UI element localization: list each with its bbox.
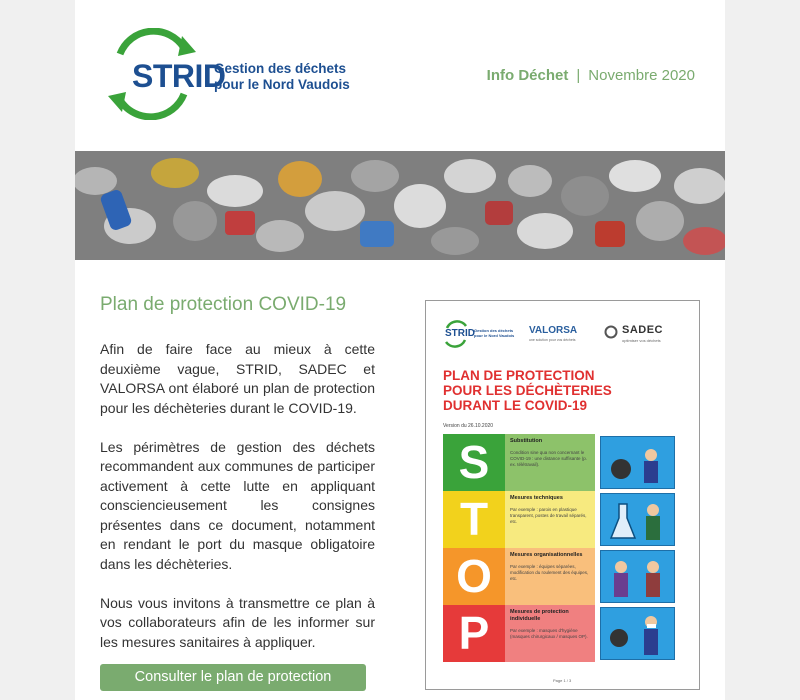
stop-letter: T bbox=[443, 491, 505, 548]
doc-strid-logo bbox=[441, 319, 516, 349]
stop-row-s bbox=[443, 434, 595, 491]
stop-info bbox=[505, 491, 595, 548]
virus-figure-illustration bbox=[600, 436, 675, 489]
stop-detail: Condition sine qua non concernant le COVID-19 : une distance suffisante (p. ex. télétravail). bbox=[510, 450, 587, 467]
article-paragraph: Les périmètres de gestion des déchets recommandent aux communes de participer activement à cette lutte en appliquant consciencieusement les consignes présentes dans ce document, notamment en rendant le port du masque obligatoire dans les déchèteries. bbox=[100, 438, 375, 572]
stop-letter: P bbox=[443, 605, 505, 662]
doc-strid-tagline: Gestion des déchets pour le Nord Vaudois bbox=[474, 328, 515, 338]
doc-title-line-2: POUR LES DÉCHÈTERIES bbox=[443, 383, 612, 398]
doc-title-line-1: PLAN DE PROTECTION bbox=[443, 368, 595, 383]
protection-plan-document-preview[interactable] bbox=[425, 300, 700, 690]
document-logos bbox=[426, 315, 700, 355]
masked-person-illustration bbox=[600, 607, 675, 660]
stop-letter: O bbox=[443, 548, 505, 605]
doc-valorsa-wordmark: VALORSA bbox=[529, 325, 578, 336]
article-title: Plan de protection COVID-19 bbox=[100, 294, 347, 315]
doc-sadec-tagline: optimiser vos déchets bbox=[622, 338, 661, 343]
stop-row-p bbox=[443, 605, 595, 662]
stop-heading: Substitution bbox=[510, 438, 543, 444]
issue-date: Novembre 2020 bbox=[588, 67, 695, 84]
sadec-circle-icon bbox=[604, 325, 618, 339]
article-paragraph: Nous vous invitons à transmettre ce plan à vos collaborateurs afin de les informer sur les mesures sanitaires à appliquer. bbox=[100, 594, 375, 650]
doc-title-line-3: DURANT LE COVID-19 bbox=[443, 398, 588, 413]
banner-illustration bbox=[75, 151, 725, 260]
stop-detail: Par exemple : masques d'hygiène (masques chirurgicaux / masques OP). bbox=[510, 628, 588, 639]
email-header bbox=[75, 0, 725, 151]
logo-tagline bbox=[214, 61, 350, 93]
stop-letter: S bbox=[443, 434, 505, 491]
doc-sadec-wordmark: SADEC bbox=[622, 324, 664, 336]
issue-kind: Info Déchet bbox=[486, 67, 569, 84]
stop-detail: Par exemple : parois en plastique transparent, postes de travail séparés, etc. bbox=[510, 507, 587, 524]
stop-row-t bbox=[443, 491, 595, 548]
article-section bbox=[75, 260, 725, 700]
tagline-line-1: Gestion des déchets bbox=[214, 61, 347, 76]
doc-strid-wordmark: STRID bbox=[445, 328, 475, 339]
document-version: Version du 26.10.2020 bbox=[443, 423, 494, 429]
doc-valorsa-tagline: une solution pour vos déchets bbox=[529, 338, 576, 342]
stop-row-o bbox=[443, 548, 595, 605]
tagline-line-2: pour le Nord Vaudois bbox=[214, 77, 350, 92]
article-paragraph: Afin de faire face au mieux à cette deuxième vague, STRID, SADEC et VALORSA ont élaboré un plan de protection pour les déchèteries durant le COVID-19. bbox=[100, 341, 375, 416]
stop-heading: Mesures organisationnelles bbox=[510, 552, 583, 558]
article-body bbox=[100, 340, 375, 672]
stop-heading: Mesures de protection individuelle bbox=[510, 609, 569, 622]
stop-detail: Par exemple : équipes séparées, modification du roulement des équipes, etc. bbox=[510, 564, 589, 581]
strid-logo[interactable] bbox=[102, 28, 350, 120]
issue-separator: | bbox=[576, 67, 581, 84]
cans-banner-image bbox=[75, 151, 725, 260]
team-figures-illustration bbox=[600, 550, 675, 603]
doc-valorsa-logo bbox=[529, 319, 589, 349]
stop-info bbox=[505, 548, 595, 605]
doc-sadec-logo bbox=[604, 319, 689, 349]
document-title bbox=[443, 368, 612, 413]
logo-wordmark: STRID bbox=[132, 58, 226, 94]
document-page-number: Page 1 / 3 bbox=[553, 678, 572, 683]
stop-heading: Mesures techniques bbox=[510, 495, 563, 501]
email-container bbox=[75, 0, 725, 700]
issue-info bbox=[487, 67, 695, 84]
stop-info bbox=[505, 605, 595, 662]
lab-flask-illustration bbox=[600, 493, 675, 546]
stop-info bbox=[505, 434, 595, 491]
consult-plan-button[interactable]: Consulter le plan de protection bbox=[100, 664, 366, 691]
